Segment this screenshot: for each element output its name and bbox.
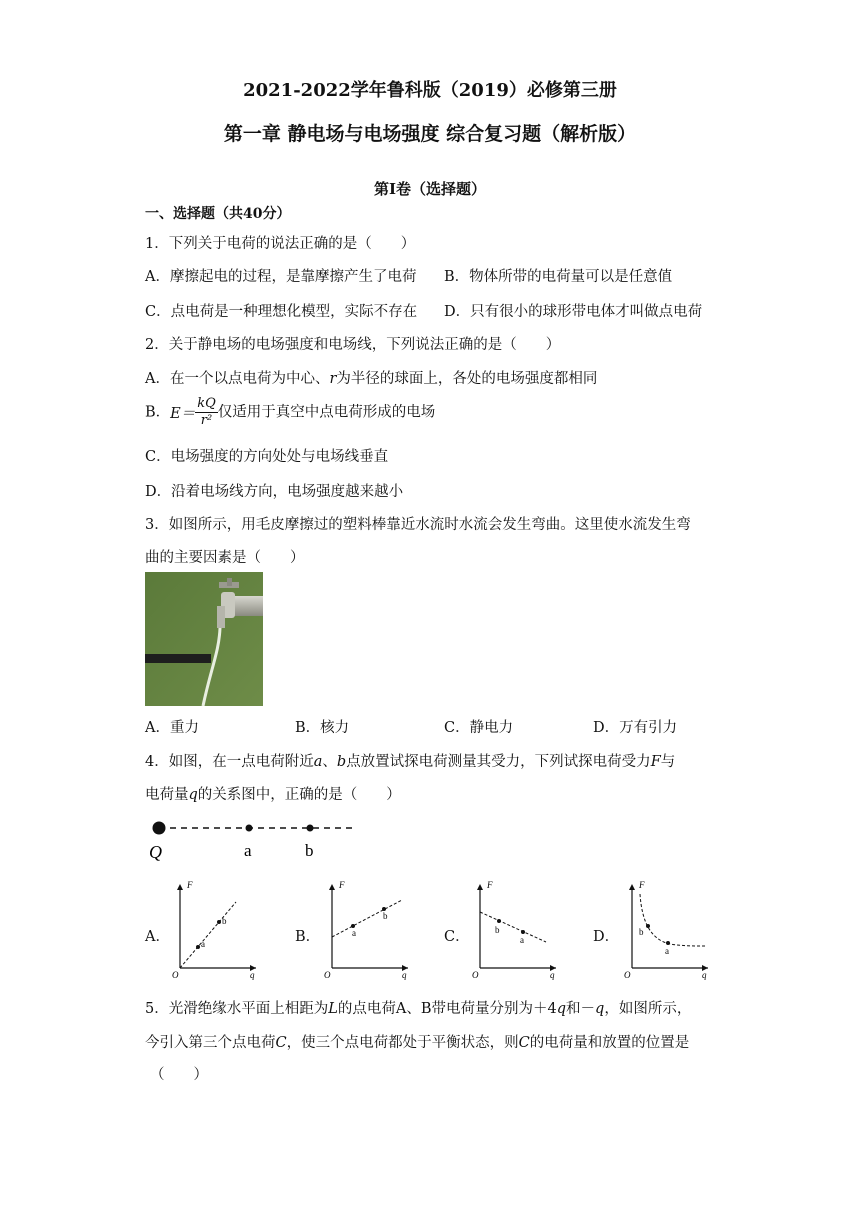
q4-stem-part1: 4．如图，在一点电荷附近: [145, 754, 314, 770]
axis-O: O: [624, 970, 631, 980]
volume-heading: 第Ⅰ卷（选择题）: [373, 180, 487, 198]
axis-F: F: [339, 880, 345, 890]
q4-var-b: b: [336, 754, 347, 770]
label-a: a: [244, 841, 252, 860]
q2-option-d: D．沿着电场线方向，电场强度越来越小: [145, 484, 404, 500]
q5-part1: 5．光滑绝缘水平面上相距为: [145, 1001, 329, 1017]
q2-var-r: r: [329, 371, 337, 387]
q2-formula-lhs: E＝: [170, 406, 196, 422]
q1-option-c: C．点电荷是一种理想化模型，实际不存在: [145, 304, 418, 320]
q3-option-a: A．重力: [145, 720, 199, 736]
q4-var-a: a: [313, 754, 323, 770]
q5-part4: ，如图所示，: [604, 1001, 692, 1017]
axis-q: q: [550, 970, 555, 980]
q4-stem-part3: 点放置试探电荷测量其受力，下列试探电荷受力: [346, 754, 651, 770]
document-title: 2021-2022学年鲁科版（2019）必修第三册: [243, 80, 617, 101]
q4-option-d-label: D．: [593, 929, 620, 945]
graph-point-a: a: [665, 946, 669, 956]
graph-point-b: b: [222, 916, 227, 926]
q3-option-d: D．万有引力: [593, 720, 678, 736]
q4-option-b-label: B．: [295, 929, 321, 945]
point-b-dot: [307, 825, 314, 832]
charge-position-diagram: [145, 812, 360, 862]
q5-line1: [145, 997, 691, 1018]
q4-option-a-label: A．: [145, 929, 170, 945]
q2-formula-numerator: kQ: [197, 396, 216, 411]
q4-stem-line1: [145, 750, 675, 771]
graph-point-b: b: [383, 911, 388, 921]
q4-stem-part2: 、: [322, 754, 337, 770]
q2-option-a-pre: A．在一个以点电荷为中心、: [145, 371, 330, 387]
q5-part3: 和－: [566, 1001, 596, 1017]
q2-option-a: [145, 367, 597, 388]
q4-var-q: q: [188, 787, 198, 803]
q5-var-L: L: [328, 1001, 338, 1017]
q5-var-q1: q: [556, 1001, 567, 1017]
q4-option-c-label: C．: [444, 929, 470, 945]
graph-point-b: b: [495, 925, 500, 935]
q4-graph-b: [322, 880, 412, 980]
q2-option-b-label: B．: [145, 404, 171, 421]
q2-stem: 2．关于静电场的电场强度和电场线，下列说法正确的是（ ）: [145, 337, 561, 353]
q1-option-d: D．只有很小的球形带电体才叫做点电荷: [444, 304, 703, 320]
q3-option-b: B．核力: [295, 720, 350, 736]
axis-q: q: [702, 970, 707, 980]
q4-graph-c: [470, 880, 560, 980]
q2-option-b: [145, 396, 435, 429]
q5-var-C2: C: [518, 1035, 530, 1051]
q2-formula-denominator: r²: [200, 413, 213, 428]
document-subtitle: 第一章 静电场与电场强度 综合复习题（解析版）: [223, 123, 637, 145]
q5-line2: [145, 1031, 689, 1052]
q5-line3: （ ）: [150, 1067, 208, 1083]
graph-point-a: a: [520, 935, 524, 945]
q3-stem-line1: 3．如图所示，用毛皮摩擦过的塑料棒靠近水流时水流会发生弯曲。这里使水流发生弯: [145, 517, 691, 533]
label-b: b: [305, 841, 314, 860]
section-heading: 一、选择题（共40分）: [145, 206, 291, 222]
q5-var-q2: q: [595, 1001, 605, 1017]
q4-graph-d: [622, 880, 712, 980]
q3-stem-line2: 曲的主要因素是（ ）: [145, 550, 305, 566]
q2-formula-fraction: [195, 396, 218, 429]
axis-F: F: [187, 880, 193, 890]
q4-stem-part5: 电荷量: [145, 787, 189, 803]
graph-point-a: a: [352, 928, 356, 938]
q4-stem-part6: 的关系图中，正确的是（ ）: [197, 787, 401, 803]
q4-graph-a: [170, 880, 260, 980]
graph-point-a: a: [201, 939, 205, 949]
q1-option-a: A．摩擦起电的过程，是靠摩擦产生了电荷: [145, 269, 417, 285]
q4-stem-part4: 与: [660, 754, 676, 770]
q4-stem-line2: [145, 783, 401, 804]
label-Q: Q: [149, 842, 162, 862]
axis-O: O: [472, 970, 479, 980]
axis-F: F: [639, 880, 645, 890]
graph-point-b: b: [639, 927, 644, 937]
q4-var-F: F: [650, 754, 661, 770]
q5-part6: ，使三个点电荷都处于平衡状态，则: [286, 1035, 519, 1051]
q2-option-c: C．电场强度的方向处处与电场线垂直: [145, 449, 389, 465]
axis-q: q: [402, 970, 407, 980]
q3-option-c: C．静电力: [444, 720, 514, 736]
water-stream-photo: [145, 572, 263, 706]
q5-part2: 的点电荷A、B带电荷量分别为＋4: [337, 1001, 557, 1017]
q1-stem: 1．下列关于电荷的说法正确的是（ ）: [145, 236, 416, 252]
point-a-dot: [246, 825, 253, 832]
q1-option-b: B．物体所带的电荷量可以是任意值: [444, 269, 673, 285]
q5-part7: 的电荷量和放置的位置是: [529, 1035, 690, 1051]
axis-O: O: [172, 970, 179, 980]
axis-F: F: [487, 880, 493, 890]
q5-var-C1: C: [275, 1035, 287, 1051]
axis-O: O: [324, 970, 331, 980]
axis-q: q: [250, 970, 255, 980]
q2-option-a-post: 为半径的球面上，各处的电场强度都相同: [336, 371, 598, 387]
source-charge-Q: [153, 822, 166, 835]
q2-option-b-text: 仅适用于真空中点电荷形成的电场: [217, 404, 436, 421]
q5-part5: 今引入第三个点电荷: [145, 1035, 276, 1051]
